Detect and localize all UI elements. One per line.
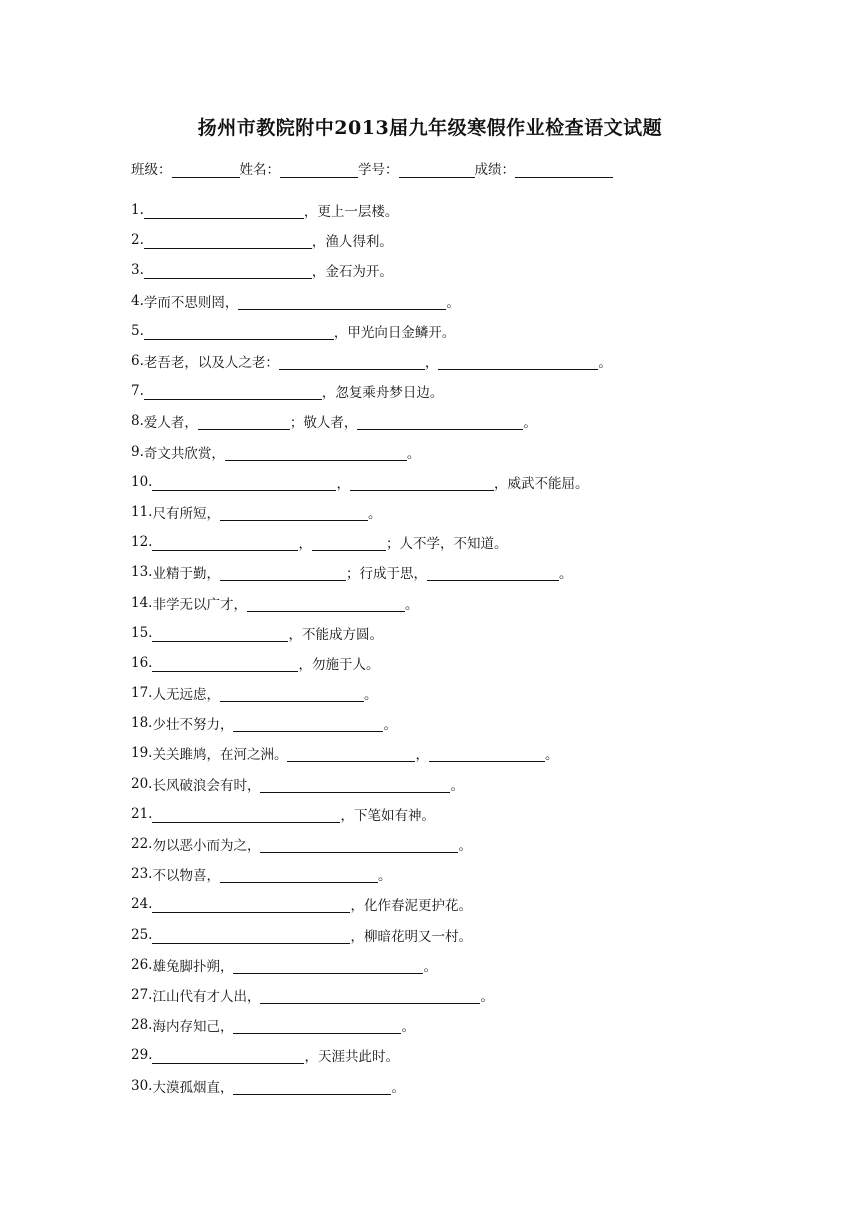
- question-ending: ，下笔如有神。: [340, 807, 435, 824]
- question-item: [131, 527, 771, 557]
- question-item: [131, 587, 771, 617]
- question-number: 19.: [131, 745, 153, 762]
- student-info-row: [131, 158, 613, 178]
- question-number: 22.: [131, 836, 153, 853]
- question-item: [131, 376, 771, 406]
- question-number: 11.: [131, 503, 153, 520]
- question-item: [131, 920, 771, 950]
- question-item: [131, 859, 771, 889]
- question-prompt: 少壮不努力，: [152, 717, 234, 734]
- question-number: 29.: [131, 1047, 153, 1064]
- score-blank[interactable]: [515, 163, 613, 178]
- id-label: 学号：: [358, 162, 399, 178]
- question-middle-text: ；行成于思，: [345, 566, 427, 583]
- question-ending: ，勿施于人。: [298, 656, 380, 673]
- name-label: 姓名：: [239, 162, 280, 178]
- question-ending: ，金石为开。: [311, 264, 393, 281]
- question-ending: ，天涯共此时。: [304, 1049, 399, 1066]
- question-list: [131, 195, 771, 1101]
- question-number: 2.: [131, 232, 144, 249]
- answer-blank[interactable]: [144, 324, 334, 340]
- id-blank[interactable]: [399, 163, 475, 178]
- page-title: 扬州市教院附中2013届九年级寒假作业检查语文试题: [197, 117, 663, 139]
- answer-blank[interactable]: [225, 445, 407, 461]
- question-ending: 。: [391, 1079, 405, 1096]
- answer-blank[interactable]: [144, 203, 304, 219]
- answer-blank[interactable]: [260, 988, 480, 1004]
- answer-blank[interactable]: [220, 867, 378, 883]
- question-number: 7.: [131, 383, 144, 400]
- question-ending: 。: [401, 1019, 415, 1036]
- question-number: 8.: [131, 413, 144, 430]
- question-number: 28.: [131, 1017, 153, 1034]
- name-blank[interactable]: [280, 163, 358, 178]
- question-number: 18.: [131, 715, 153, 732]
- question-ending: 。: [383, 717, 397, 734]
- question-number: 10.: [131, 473, 153, 490]
- question-number: 23.: [131, 866, 153, 883]
- question-ending: ；人不学，不知道。: [385, 536, 508, 553]
- question-prompt: 业精于勤，: [152, 566, 220, 583]
- question-prompt: 老吾老，以及人之老：: [143, 355, 279, 372]
- answer-blank[interactable]: [152, 475, 336, 491]
- answer-blank[interactable]: [144, 384, 322, 400]
- question-number: 24.: [131, 896, 153, 913]
- question-item: [131, 950, 771, 980]
- answer-blank[interactable]: [152, 1048, 304, 1064]
- answer-blank[interactable]: [220, 565, 346, 581]
- question-prompt: 大漠孤烟直，: [152, 1079, 234, 1096]
- question-prompt: 长风破浪会有时，: [152, 777, 261, 794]
- question-ending: 。: [450, 777, 464, 794]
- question-item: [131, 648, 771, 678]
- question-ending: 。: [406, 445, 421, 462]
- question-ending: 。: [404, 596, 419, 613]
- question-number: 1.: [131, 202, 144, 219]
- question-number: 13.: [131, 564, 153, 581]
- question-number: 30.: [131, 1077, 153, 1094]
- answer-blank[interactable]: [152, 535, 298, 551]
- question-ending: 。: [544, 747, 559, 764]
- question-ending: ，化作春泥更护花。: [350, 898, 472, 915]
- question-item: [131, 195, 771, 225]
- answer-blank[interactable]: [350, 475, 494, 491]
- question-item: [131, 678, 771, 708]
- answer-blank[interactable]: [429, 746, 545, 762]
- question-number: 4.: [131, 292, 144, 309]
- question-item: [131, 497, 771, 527]
- question-item: [131, 316, 771, 346]
- question-item: [131, 799, 771, 829]
- question-middle-text: ，: [336, 475, 350, 492]
- question-number: 20.: [131, 775, 153, 792]
- answer-blank[interactable]: [247, 596, 405, 612]
- question-number: 17.: [131, 685, 153, 702]
- question-prompt: 江山代有才人出，: [152, 988, 261, 1005]
- question-item: [131, 708, 771, 738]
- question-item: [131, 738, 771, 768]
- answer-blank[interactable]: [233, 1018, 401, 1034]
- question-prompt: 勿以恶小而为之，: [152, 838, 261, 855]
- question-item: [131, 618, 771, 648]
- question-prompt: 关关雎鸠，在河之洲。: [152, 747, 288, 764]
- question-middle-text: ，: [424, 355, 439, 372]
- question-number: 5.: [131, 322, 144, 339]
- question-item: [131, 1040, 771, 1070]
- question-item: [131, 1010, 771, 1040]
- question-number: 25.: [131, 926, 153, 943]
- question-ending: ，不能成方圆。: [288, 626, 383, 643]
- question-ending: ，更上一层楼。: [303, 204, 399, 221]
- question-prompt: 尺有所短，: [152, 505, 220, 522]
- answer-blank[interactable]: [233, 958, 423, 974]
- question-item: [131, 225, 771, 255]
- question-item: [131, 406, 771, 436]
- answer-blank[interactable]: [144, 233, 312, 249]
- question-number: 3.: [131, 262, 144, 279]
- question-ending: ，威武不能屈。: [493, 475, 589, 492]
- question-ending: 。: [558, 566, 573, 583]
- question-number: 26.: [131, 956, 153, 973]
- question-prompt: 人无远虑，: [152, 687, 220, 704]
- answer-blank[interactable]: [260, 837, 458, 853]
- question-number: 21.: [131, 805, 153, 822]
- answer-blank[interactable]: [152, 626, 288, 642]
- question-prompt: 海内存知己，: [152, 1019, 234, 1036]
- question-item: [131, 255, 771, 285]
- question-ending: 。: [423, 958, 437, 975]
- question-item: [131, 769, 771, 799]
- question-item: [131, 1070, 771, 1100]
- question-ending: ，忽复乘舟梦日边。: [321, 385, 444, 402]
- question-ending: 。: [458, 838, 472, 855]
- question-item: [131, 437, 771, 467]
- question-ending: ，甲光向日金鳞开。: [333, 324, 456, 341]
- question-item: [131, 346, 771, 376]
- answer-blank[interactable]: [152, 807, 340, 823]
- question-number: 16.: [131, 654, 153, 671]
- answer-blank[interactable]: [438, 354, 598, 370]
- answer-blank[interactable]: [312, 535, 386, 551]
- answer-blank[interactable]: [357, 414, 523, 430]
- question-ending: 。: [377, 868, 392, 885]
- answer-blank[interactable]: [152, 656, 298, 672]
- answer-blank[interactable]: [152, 928, 350, 944]
- question-ending: 。: [446, 294, 460, 311]
- question-ending: 。: [598, 355, 612, 372]
- class-label: 班级：: [131, 162, 172, 178]
- question-ending: 。: [367, 505, 382, 522]
- question-prompt: 爱人者，: [143, 415, 198, 432]
- answer-blank[interactable]: [152, 897, 350, 913]
- question-prompt: 雄兔脚扑朔，: [152, 958, 234, 975]
- answer-blank[interactable]: [144, 263, 312, 279]
- question-number: 14.: [131, 594, 153, 611]
- question-ending: 。: [523, 415, 537, 432]
- question-item: [131, 980, 771, 1010]
- answer-blank[interactable]: [220, 686, 364, 702]
- answer-blank[interactable]: [220, 505, 368, 521]
- question-prompt: 奇文共欣赏，: [143, 445, 225, 462]
- question-item: [131, 557, 771, 587]
- question-prompt: 不以物喜，: [152, 868, 220, 885]
- question-prompt: 学而不思则罔，: [143, 294, 239, 311]
- question-number: 9.: [131, 443, 144, 460]
- answer-blank[interactable]: [287, 746, 415, 762]
- question-prompt: 非学无以广才，: [152, 596, 247, 613]
- question-ending: ，渔人得利。: [311, 234, 393, 251]
- answer-blank[interactable]: [198, 414, 290, 430]
- question-item: [131, 829, 771, 859]
- question-number: 15.: [131, 624, 153, 641]
- answer-blank[interactable]: [233, 716, 383, 732]
- answer-blank[interactable]: [427, 565, 559, 581]
- question-number: 6.: [131, 353, 144, 370]
- answer-blank[interactable]: [279, 354, 425, 370]
- question-number: 12.: [131, 534, 153, 551]
- question-item: [131, 889, 771, 919]
- question-item: [131, 286, 771, 316]
- question-middle-text: ；敬人者，: [289, 415, 358, 432]
- answer-blank[interactable]: [233, 1079, 391, 1095]
- answer-blank[interactable]: [238, 294, 446, 310]
- question-ending: 。: [363, 687, 378, 704]
- question-ending: ，柳暗花明又一村。: [350, 928, 472, 945]
- question-item: [131, 467, 771, 497]
- question-middle-text: ，: [298, 536, 312, 553]
- question-number: 27.: [131, 986, 153, 1003]
- score-label: 成绩：: [474, 162, 515, 178]
- question-middle-text: ，: [415, 747, 429, 764]
- answer-blank[interactable]: [260, 777, 450, 793]
- class-blank[interactable]: [172, 163, 240, 178]
- question-ending: 。: [480, 988, 494, 1005]
